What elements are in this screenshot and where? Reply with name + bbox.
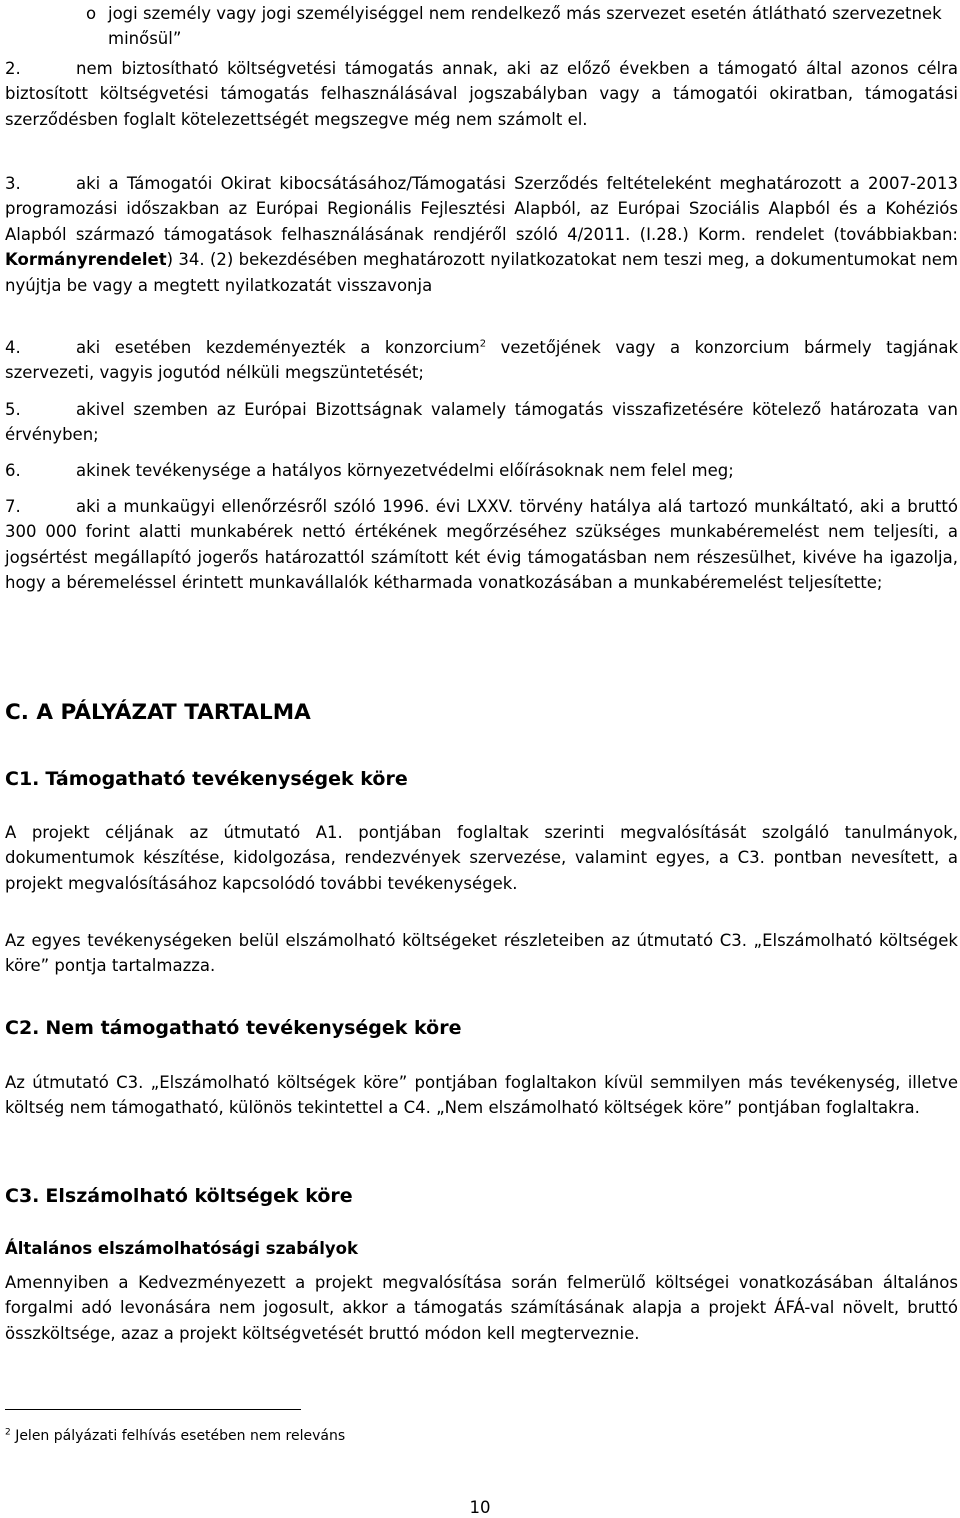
item-5 [5, 397, 958, 448]
footnote [5, 1428, 345, 1444]
footnote-divider [5, 1409, 301, 1410]
item-text: akinek tevékenysége a hatályos környezetvédelmi előírásoknak nem felel meg; [76, 461, 734, 480]
c3-number: C3. [5, 1185, 40, 1207]
item-2 [5, 56, 958, 132]
footnote-number: 2 [5, 1427, 11, 1438]
c2-title: Nem támogatható tevékenységek köre [45, 1017, 462, 1039]
c1-number: C1. [5, 768, 40, 790]
item-text-cont: ) 34. (2) bekezdésében meghatározott nyilatkozatokat nem teszi meg, a dokumentumokat nem nyújtja be vagy a megtett nyilatkozatát visszavonja [5, 250, 958, 295]
item-number: 4. [5, 338, 21, 357]
item-text: nem biztosítható költségvetési támogatás annak, aki az előző években a támogató által azonos célra biztosított költségvetési támogatás felhasználásával jogszabályban vagy a támogatói okiratban, támogatási szerződésben foglalt kötelezettségét megszegve még nem számolt el. [5, 59, 958, 129]
page-number: 10 [469, 1498, 491, 1517]
c1-paragraph-2: Az egyes tevékenységeken belül elszámolható költségeket részleteiben az útmutató C3. „Elszámolható költségek köre” pontja tartalmazza. [5, 931, 958, 976]
item-3 [5, 171, 958, 298]
c2-heading [5, 1017, 461, 1039]
c1-paragraph-1: A projekt céljának az útmutató A1. pontjában foglaltak szerinti megvalósítását szolgáló tanulmányok, dokumentumok készítése, kidolgozása, rendezvények szervezése, valamint egyes, a C3. pontban nevesített, a projekt megvalósításához kapcsolódó további tevékenységek. [5, 823, 958, 893]
item-text: aki esetében kezdeményezték a konzorcium [76, 338, 480, 357]
item-4 [5, 335, 958, 386]
general-rules-heading: Általános elszámolhatósági szabályok [5, 1239, 358, 1258]
c3-paragraph-1: Amennyiben a Kedvezményezett a projekt megvalósítása során felmerülő költségei vonatkozásában általános forgalmi adó levonására nem jogosult, akkor a támogatás számításának alapja a projekt ÁFÁ-val növelt, bruttó összköltsége, azaz a projekt költségvetését bruttó módon kell megterveznie. [5, 1273, 958, 1343]
item-text: aki a munkaügyi ellenőrzésről szóló 1996. évi LXXV. törvény hatálya alá tartozó munkáltató, aki a bruttó 300 000 forint alatti munkabérek nettó értékének megőrzéséhez szükséges munkabéremelést nem teljesíti, a jogsértést megállapító jogerős határozattól számított két évig támogatásban nem részesülhet, kivéve ha igazolja, hogy a béremeléssel érintett munkavállalók kétharmada vonatkozásában a munkabéremelést teljesítette; [5, 497, 958, 593]
bullet-text: jogi személy vagy jogi személyiséggel nem rendelkező más szervezet esetén átlátható szervezetnek minősül” [108, 4, 942, 49]
item-text: akivel szemben az Európai Bizottságnak valamely támogatás visszafizetésére kötelező határozata van érvényben; [5, 400, 958, 445]
c2-number: C2. [5, 1017, 40, 1039]
item-text-cont: vezetőjének vagy a konzorcium bármely tagjának szervezeti, vagyis jogutód nélküli megszüntetését; [5, 338, 958, 383]
item-7 [5, 494, 958, 596]
item-number: 5. [5, 400, 21, 419]
section-c-title: C. A PÁLYÁZAT TARTALMA [5, 700, 311, 725]
c2-paragraph-1: Az útmutató C3. „Elszámolható költségek köre” pontjában foglaltakon kívül semmilyen más tevékenység, illetve költség nem támogatható, különös tekintettel a C4. „Nem elszámolható költségek köre” pontjában foglaltakra. [5, 1073, 958, 1118]
c1-title: Támogatható tevékenységek köre [45, 768, 408, 790]
bullet-item [86, 1, 958, 52]
item-number: 7. [5, 497, 21, 516]
c1-heading [5, 768, 408, 790]
footnote-ref: 2 [479, 338, 487, 350]
item-number: 2. [5, 59, 21, 78]
c3-heading [5, 1185, 353, 1207]
item-text: aki a Támogatói Okirat kibocsátásához/Támogatási Szerződés feltételeként meghatározott a 2007-2013 programozási időszakban az Európai Regionális Fejlesztési Alapból, az Európai Szociális Alapból és a Kohéziós Alapból származó támogatások felhasználásának rendjéről szóló 4/2011. (I.28.) Korm. rendelet (továbbiakban: [5, 174, 958, 244]
item-6 [5, 458, 958, 483]
footnote-text: Jelen pályázati felhívás esetében nem releváns [15, 1428, 346, 1444]
defined-term: Kormányrendelet [5, 250, 167, 270]
c3-title: Elszámolható költségek köre [45, 1185, 353, 1207]
bullet-mark: o [86, 4, 97, 23]
item-number: 3. [5, 174, 21, 193]
item-number: 6. [5, 461, 21, 480]
